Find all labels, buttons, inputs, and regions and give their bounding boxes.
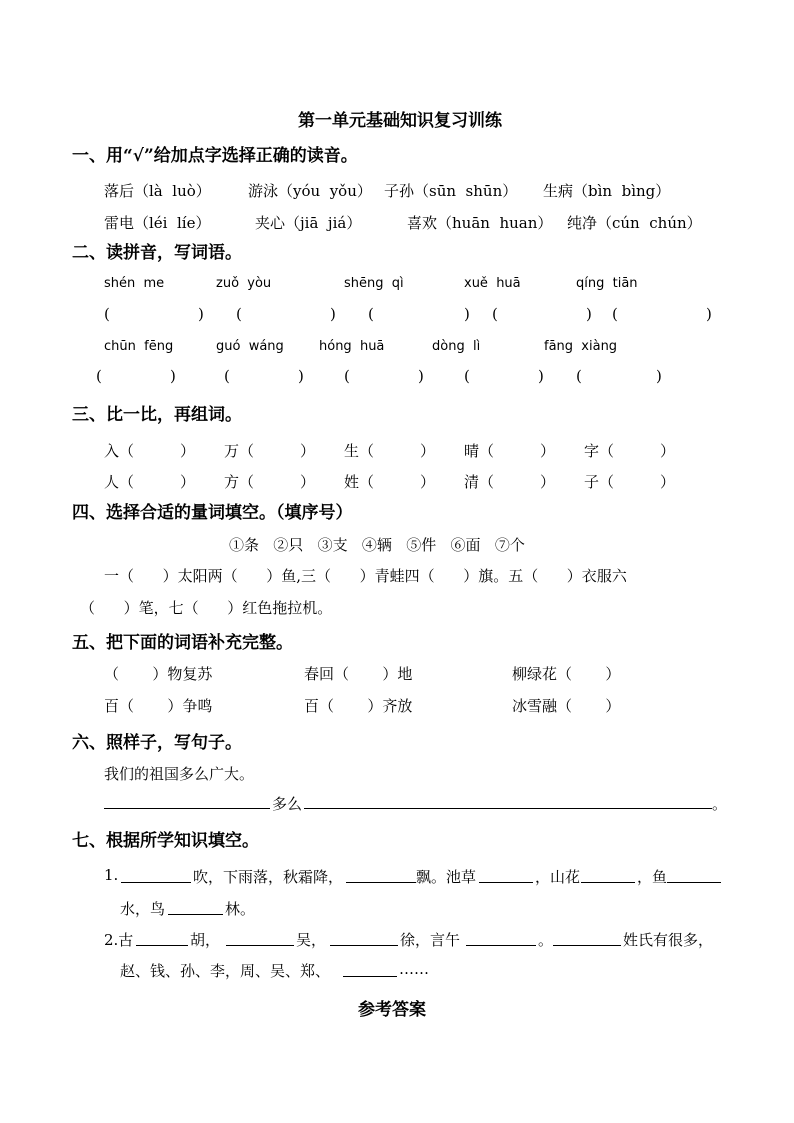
pinyin: zuǒ yòu [216, 276, 272, 291]
pinyin: hóng huā [319, 339, 385, 354]
q2-text: …… [399, 960, 429, 978]
answer-blank-open[interactable]: ( [224, 367, 230, 385]
s1-item: 夹心（jiā jiá） [255, 214, 362, 232]
write-line[interactable] [346, 882, 416, 883]
s1-item: 落后（là luò） [104, 182, 211, 200]
pinyin: fāng xiàng [544, 339, 618, 354]
idiom-item: 柳绿花（ ） [512, 665, 621, 683]
sentence-end: 。 [712, 795, 728, 813]
s1-item: 生病（bìn bìng） [543, 182, 671, 200]
answer-blank-close: ) [706, 305, 712, 323]
pinyin: qíng tiān [576, 276, 638, 291]
answer-blank-close: ) [586, 305, 592, 323]
q2-text: 姓氏有很多， [623, 931, 714, 949]
q1-text: ，山花 [535, 868, 581, 886]
section-7-heading: 七、根据所学知识填空。 [72, 831, 259, 851]
write-line[interactable] [330, 945, 398, 946]
q1-text: 林。 [225, 900, 256, 918]
fill-line: （ ）笔，七（ ）红色拖拉机。 [80, 599, 333, 617]
answer-blank-close: ) [330, 305, 336, 323]
write-line[interactable] [581, 882, 635, 883]
pinyin: shén me [104, 276, 165, 291]
answer-blank-close: ) [538, 367, 544, 385]
s1-item: 游泳（yóu yǒu） [248, 182, 372, 200]
answer-blank-open[interactable]: ( [464, 367, 470, 385]
write-line[interactable] [304, 808, 712, 809]
compare-item: 清（ [464, 473, 495, 491]
compare-item: 生（ [344, 442, 375, 460]
bracket-close: ） [420, 442, 436, 460]
q2-text: 赵、钱、孙、李，周、吴、郑、 [120, 962, 331, 980]
answer-blank-open[interactable]: ( [236, 305, 242, 323]
idiom-item: 冰雪融（ ） [512, 697, 621, 715]
write-line[interactable] [136, 945, 188, 946]
q1-number: 1. [104, 866, 119, 884]
bracket-close: ） [660, 442, 676, 460]
bracket-close: ） [300, 442, 316, 460]
answer-blank-close: ) [198, 305, 204, 323]
answer-blank-open[interactable]: ( [612, 305, 618, 323]
section-1-heading: 一、用“√”给加点字选择正确的读音。 [72, 146, 358, 166]
measure-word-options: ①条 ②只 ③支 ④辆 ⑤件 ⑥面 ⑦个 [229, 536, 525, 554]
write-line[interactable] [121, 882, 191, 883]
idiom-item: （ ）物复苏 [104, 665, 213, 683]
write-line[interactable] [168, 914, 223, 915]
compare-item: 方（ [224, 473, 255, 491]
answer-blank-close: ) [656, 367, 662, 385]
q2-text: 徐，言午 [400, 931, 461, 949]
pinyin: guó wáng [216, 339, 284, 354]
section-3-heading: 三、比一比，再组词。 [72, 405, 242, 425]
write-line[interactable] [667, 882, 721, 883]
bracket-close: ） [300, 473, 316, 491]
compare-item: 入（ [104, 442, 135, 460]
answer-blank-close: ) [298, 367, 304, 385]
pinyin: xuě huā [464, 276, 521, 291]
answer-blank-open[interactable]: ( [368, 305, 374, 323]
section-4-heading: 四、选择合适的量词填空。（填序号） [72, 503, 353, 523]
write-line[interactable] [553, 945, 621, 946]
answer-blank-close: ) [170, 367, 176, 385]
compare-item: 姓（ [344, 473, 375, 491]
example-sentence: 我们的祖国多么广大。 [104, 765, 255, 783]
bracket-close: ） [420, 473, 436, 491]
q1-text: 水，鸟 [120, 900, 166, 918]
s1-item: 纯净（cún chún） [567, 214, 702, 232]
bracket-close: ） [660, 473, 676, 491]
answer-blank-close: ) [464, 305, 470, 323]
idiom-item: 春回（ ）地 [304, 665, 413, 683]
s1-item: 喜欢（huān huan） [407, 214, 553, 232]
section-5-heading: 五、把下面的词语补充完整。 [72, 633, 293, 653]
pinyin: dòng lì [432, 339, 481, 354]
write-line[interactable] [466, 945, 536, 946]
q2-text: 2.古 [104, 931, 134, 949]
compare-item: 晴（ [464, 442, 495, 460]
bracket-close: ） [180, 442, 196, 460]
answer-blank-open[interactable]: ( [344, 367, 350, 385]
q2-text: 胡， [190, 931, 221, 949]
write-line[interactable] [479, 882, 533, 883]
idiom-item: 百（ ）齐放 [304, 697, 413, 715]
compare-item: 人（ [104, 473, 135, 491]
page-title: 第一单元基础知识复习训练 [298, 111, 502, 131]
answer-blank-open[interactable]: ( [104, 305, 110, 323]
q2-text: 。 [538, 931, 554, 949]
answer-blank-open[interactable]: ( [492, 305, 498, 323]
bracket-close: ） [540, 442, 556, 460]
write-line[interactable] [343, 976, 397, 977]
q1-text: 吹，下雨落，秋霜降， [193, 868, 344, 886]
section-2-heading: 二、读拼音，写词语。 [72, 243, 242, 263]
answer-blank-close: ) [418, 367, 424, 385]
s1-item: 雷电（léi líe） [104, 214, 211, 232]
pinyin: shēng qì [344, 276, 404, 291]
bracket-close: ） [540, 473, 556, 491]
q1-text: ，鱼 [637, 868, 668, 886]
idiom-item: 百（ ）争鸣 [104, 697, 213, 715]
answer-blank-open[interactable]: ( [576, 367, 582, 385]
write-line[interactable] [104, 808, 270, 809]
q2-text: 吴， [296, 931, 327, 949]
section-6-heading: 六、照样子，写句子。 [72, 733, 242, 753]
fill-line: 一（ ）太阳两（ ）鱼,三（ ）青蛙四（ ）旗。五（ ）衣服六 [104, 567, 627, 585]
write-line[interactable] [226, 945, 294, 946]
answer-key-title: 参考答案 [358, 1000, 426, 1020]
answer-blank-open[interactable]: ( [96, 367, 102, 385]
q1-text: 飘。池草 [416, 868, 477, 886]
compare-item: 子（ [584, 473, 615, 491]
sentence-keyword: 多么 [272, 795, 303, 813]
s1-item: 子孙（sūn shūn） [384, 182, 518, 200]
pinyin: chūn fēng [104, 339, 174, 354]
compare-item: 万（ [224, 442, 255, 460]
compare-item: 字（ [584, 442, 615, 460]
bracket-close: ） [180, 473, 196, 491]
